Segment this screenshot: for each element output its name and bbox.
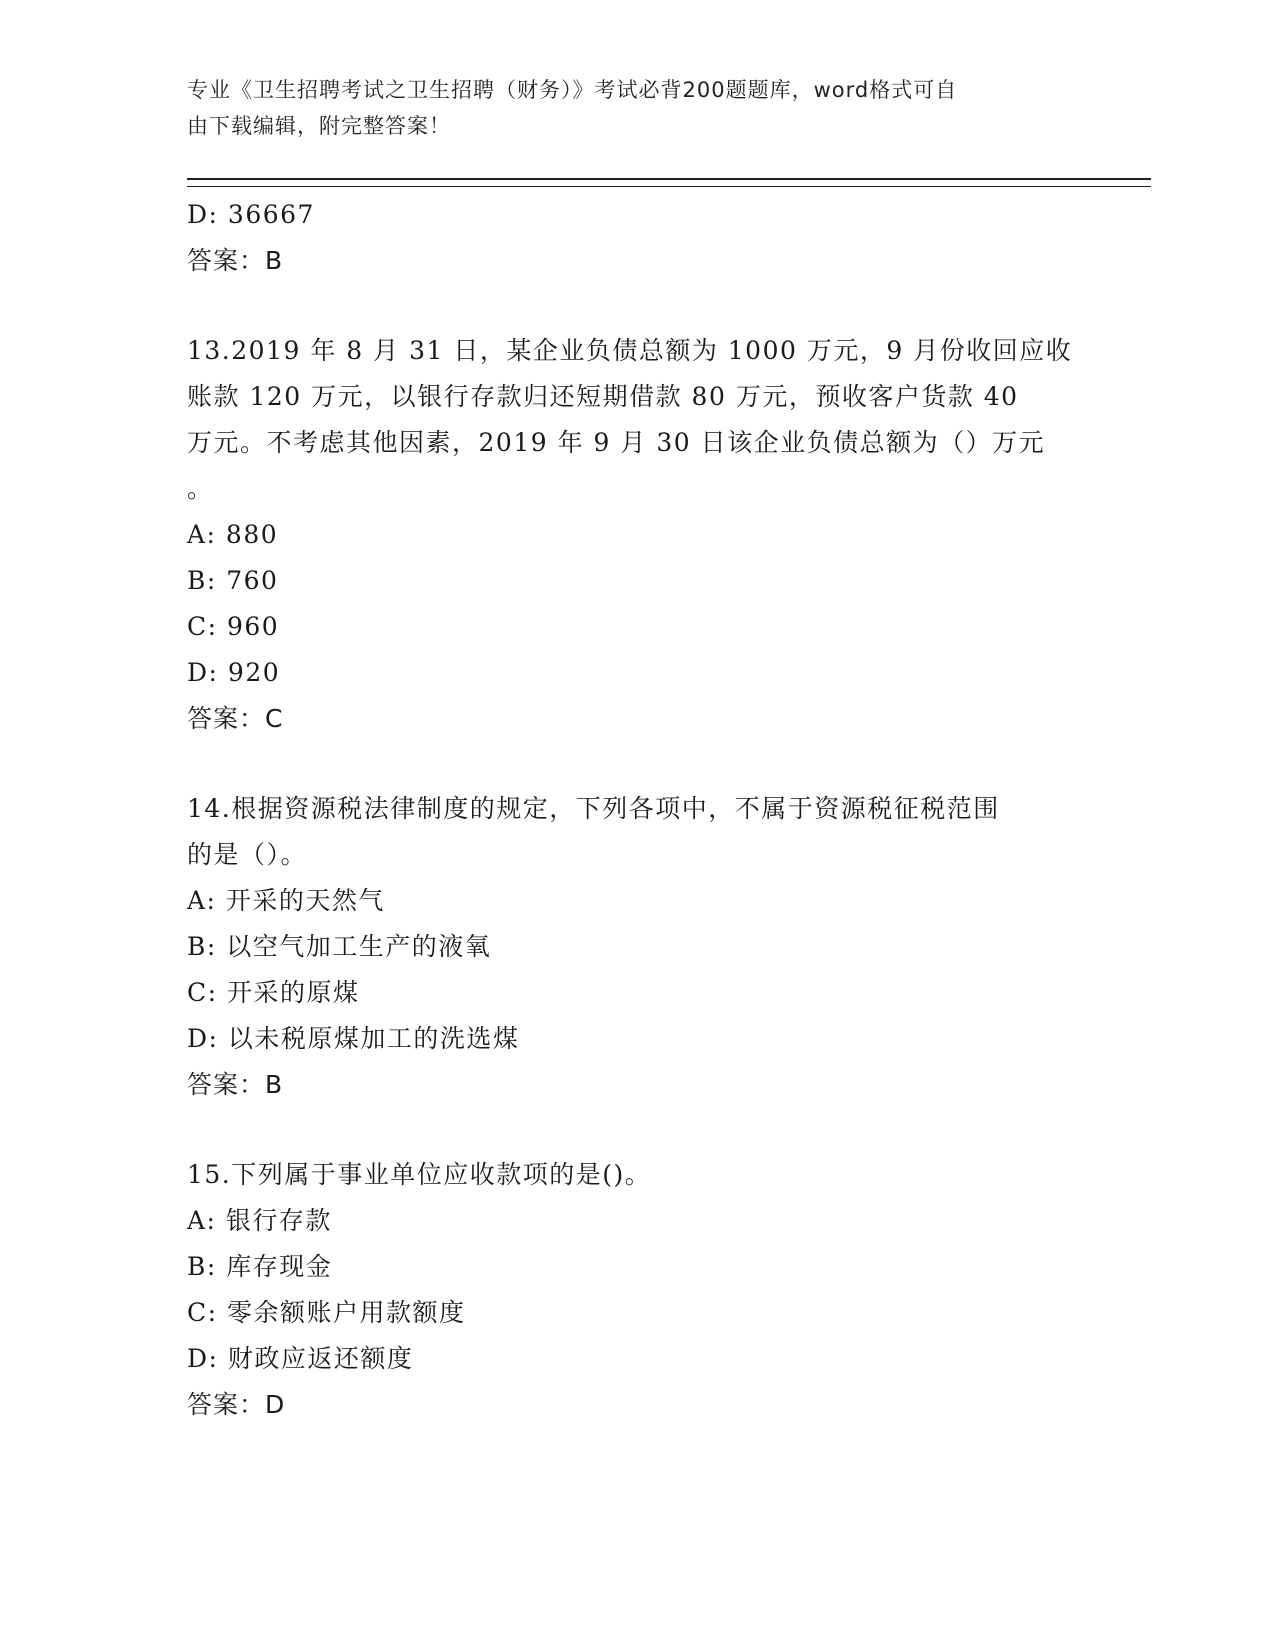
header-line-2: 由下载编辑，附完整答案！ (187, 114, 451, 138)
option-b: B: 以空气加工生产的液氧 (187, 932, 492, 961)
answer: 答案：D (187, 1390, 286, 1419)
previous-question-tail (187, 192, 1087, 284)
option-b: B: 库存现金 (187, 1252, 333, 1281)
option-d: D: 财政应返还额度 (187, 1344, 414, 1373)
option-a: A: 880 (187, 520, 279, 549)
question-13 (187, 328, 1087, 742)
header-divider (187, 178, 1151, 187)
option-a: A: 开采的天然气 (187, 886, 385, 915)
question-text-line: 。 (187, 474, 214, 503)
option-a: A: 银行存款 (187, 1206, 332, 1235)
answer: 答案：B (187, 1070, 284, 1099)
question-text-line: 13.2019 年 8 月 31 日，某企业负债总额为 1000 万元，9 月份收回应收 (187, 336, 1073, 365)
question-14 (187, 786, 1087, 1108)
question-text-line: 的是（）。 (187, 840, 308, 869)
page-header (187, 72, 1067, 144)
option-d: D: 以未税原煤加工的洗选煤 (187, 1024, 520, 1053)
question-text-line: 账款 120 万元，以银行存款归还短期借款 80 万元，预收客户货款 40 (187, 382, 1019, 411)
question-15 (187, 1152, 1087, 1428)
answer: 答案：B (187, 246, 284, 275)
option-d: D: 36667 (187, 200, 315, 229)
option-d: D: 920 (187, 658, 281, 687)
question-text (187, 328, 1087, 512)
question-text-line: 14.根据资源税法律制度的规定，下列各项中，不属于资源税征税范围 (187, 794, 1000, 823)
option-c: C: 开采的原煤 (187, 978, 360, 1007)
question-text (187, 786, 1087, 878)
option-c: C: 960 (187, 612, 280, 641)
answer: 答案：C (187, 704, 284, 733)
question-text (187, 1152, 1087, 1198)
question-text-line: 15.下列属于事业单位应收款项的是()。 (187, 1160, 652, 1189)
header-line-1: 专业《卫生招聘考试之卫生招聘（财务）》考试必背200题题库，word格式可自 (187, 78, 958, 102)
question-text-line: 万元。不考虑其他因素，2019 年 9 月 30 日该企业负债总额为（）万元 (187, 428, 1046, 457)
option-c: C: 零余额账户用款额度 (187, 1298, 466, 1327)
document-body (187, 192, 1087, 1428)
option-b: B: 760 (187, 566, 279, 595)
